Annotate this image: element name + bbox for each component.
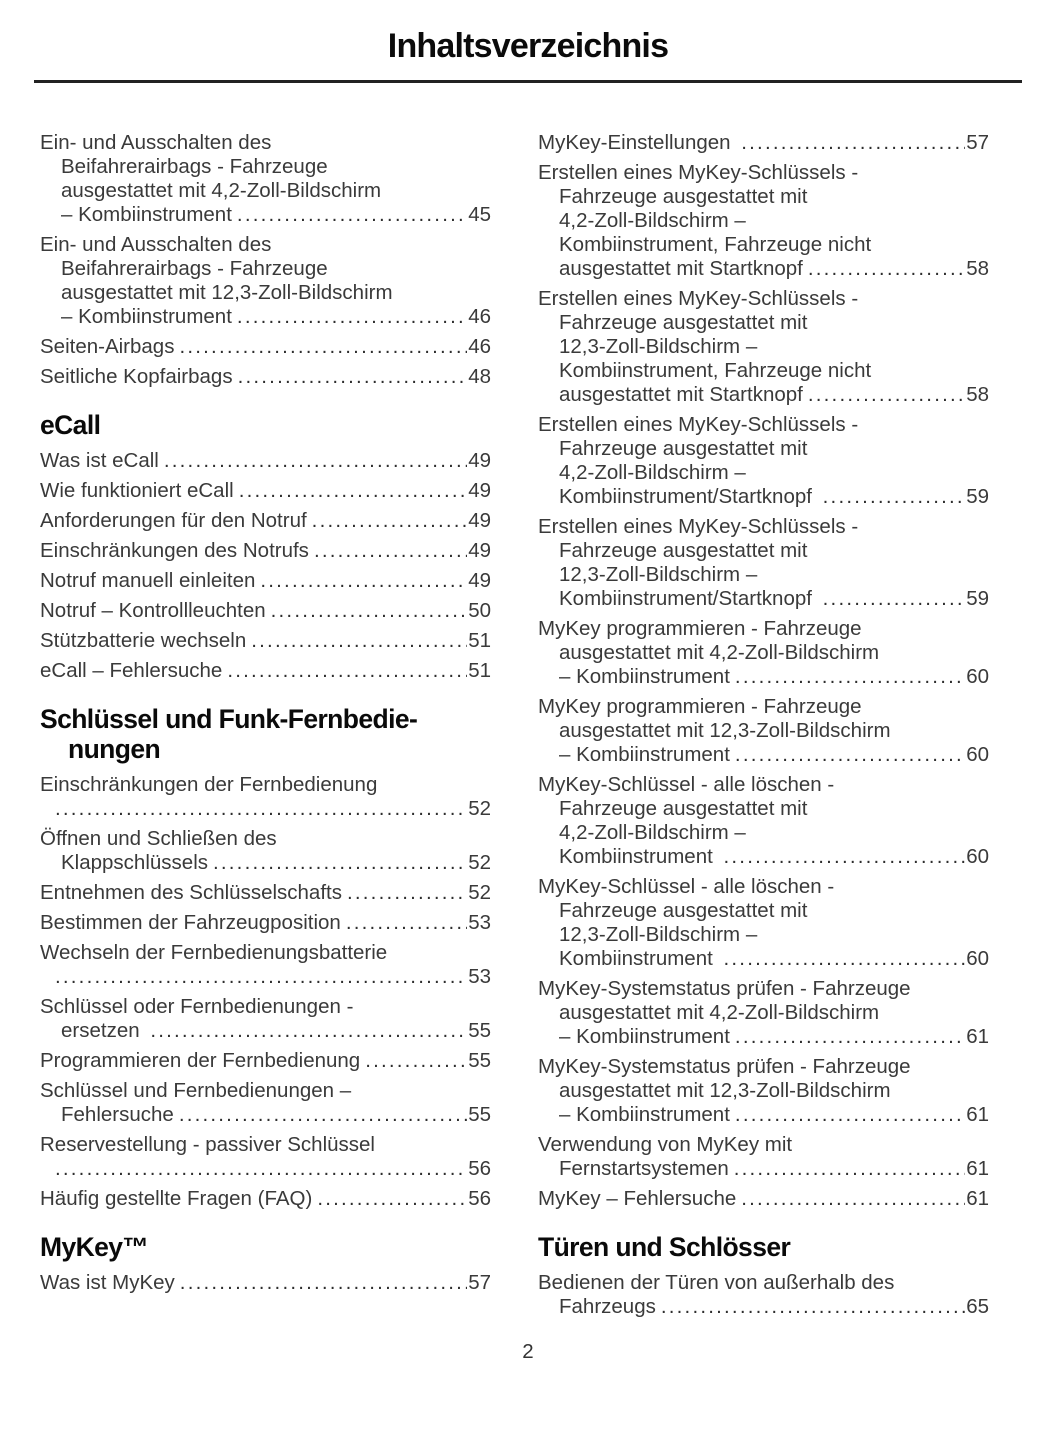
entry-page-number: 60 — [966, 845, 989, 868]
entry-page-number: 60 — [966, 743, 989, 766]
entry-page-number: 49 — [468, 569, 491, 592]
entry-page-number: 61 — [966, 1025, 989, 1048]
dot-leader — [227, 659, 467, 683]
toc-entry — [40, 1187, 491, 1211]
entry-title-line: MyKey programmieren - Fahrzeuge — [538, 617, 862, 640]
toc-entry — [538, 617, 989, 689]
dot-leader — [346, 911, 467, 935]
entry-title-line: MyKey-Systemstatus prüfen - Fahrzeuge — [538, 1055, 911, 1078]
entry-title-line: Schlüssel und Fernbedienungen – — [40, 1079, 352, 1102]
entry-title-line: Erstellen eines MyKey-Schlüssels - — [538, 161, 859, 184]
entry-title: – Kombiinstrument — [559, 743, 730, 766]
toc-entry-last-line — [40, 479, 491, 503]
toc-entry-last-line — [40, 203, 491, 227]
toc-entry — [40, 773, 491, 821]
toc-entry-last-line — [40, 1157, 491, 1181]
toc-entry-last-line — [40, 881, 491, 905]
toc-entry-last-line — [40, 449, 491, 473]
toc-entry — [40, 1271, 491, 1295]
entry-page-number: 49 — [468, 539, 491, 562]
toc-entry-last-line — [538, 257, 989, 281]
entry-title-line: 12,3-Zoll-Bildschirm – — [559, 563, 758, 586]
entry-page-number: 48 — [468, 365, 491, 388]
entry-title: Kombiinstrument/Startknopf — [559, 587, 818, 610]
toc-columns — [36, 131, 1020, 1325]
dot-leader — [735, 743, 965, 767]
entry-page-number: 52 — [468, 851, 491, 874]
toc-entry-last-line — [40, 599, 491, 623]
entry-page-number: 56 — [468, 1187, 491, 1210]
entry-title-line: 4,2-Zoll-Bildschirm – — [559, 209, 746, 232]
entry-title: Bestimmen der Fahrzeugposition — [40, 911, 341, 934]
entry-title-line: Schlüssel oder Fernbedienungen - — [40, 995, 354, 1018]
toc-entry-last-line — [40, 659, 491, 683]
entry-title-line: Ein- und Ausschalten des — [40, 233, 272, 256]
section-heading-line: eCall — [40, 410, 101, 440]
toc-entry-last-line — [40, 911, 491, 935]
dot-leader — [55, 1157, 467, 1181]
toc-entry — [538, 1133, 989, 1181]
dot-leader — [724, 845, 966, 869]
toc-entry-last-line — [40, 1019, 491, 1043]
entry-title: Einschränkungen des Notrufs — [40, 539, 309, 562]
dot-leader — [180, 1271, 467, 1295]
entry-page-number: 46 — [468, 335, 491, 358]
entry-title: Fehlersuche — [61, 1103, 174, 1126]
toc-entry-last-line — [40, 851, 491, 875]
entry-title-line: 12,3-Zoll-Bildschirm – — [559, 923, 758, 946]
entry-title-line: Fahrzeuge ausgestattet mit — [559, 437, 808, 460]
entry-page-number: 60 — [966, 947, 989, 970]
toc-entry-last-line — [538, 1157, 989, 1181]
toc-entry — [40, 1049, 491, 1073]
entry-page-number: 58 — [966, 257, 989, 280]
toc-entry — [40, 539, 491, 563]
entry-title-line: Wechseln der Fernbedienungsbatterie — [40, 941, 388, 964]
dot-leader — [179, 335, 467, 359]
section-heading-line: Schlüssel und Funk-Fernbedie- — [40, 704, 418, 734]
dot-leader — [237, 203, 467, 227]
toc-entry — [538, 161, 989, 281]
toc-entry — [40, 479, 491, 503]
entry-title: – Kombiinstrument — [61, 305, 232, 328]
toc-entry-last-line — [40, 1271, 491, 1295]
toc-entry — [40, 881, 491, 905]
entry-title-line: Bedienen der Türen von außerhalb des — [538, 1271, 895, 1294]
toc-entry — [40, 365, 491, 389]
dot-leader — [179, 1103, 467, 1127]
entry-title-line: Einschränkungen der Fernbedienung — [40, 773, 378, 796]
dot-leader — [808, 383, 965, 407]
entry-page-number: 45 — [468, 203, 491, 226]
dot-leader — [823, 485, 966, 509]
toc-entry — [538, 977, 989, 1049]
toc-entry — [538, 773, 989, 869]
entry-page-number: 65 — [966, 1295, 989, 1318]
toc-entry — [538, 875, 989, 971]
entry-title: – Kombiinstrument — [559, 665, 730, 688]
toc-entry — [40, 335, 491, 359]
entry-title-line: ausgestattet mit 4,2-Zoll-Bildschirm — [61, 179, 382, 202]
entry-title: Notruf manuell einleiten — [40, 569, 256, 592]
entry-title-line: Beifahrerairbags - Fahrzeuge — [61, 155, 328, 178]
section-heading — [40, 704, 491, 764]
dot-leader — [661, 1295, 965, 1319]
dot-leader — [164, 449, 467, 473]
section-heading — [40, 1232, 491, 1262]
entry-title: Was ist eCall — [40, 449, 159, 472]
toc-entry-last-line — [538, 845, 989, 869]
entry-page-number: 49 — [468, 479, 491, 502]
toc-entry-last-line — [40, 539, 491, 563]
toc-entry — [538, 515, 989, 611]
toc-column-left — [40, 131, 491, 1325]
entry-page-number: 53 — [468, 911, 491, 934]
toc-column-right — [538, 131, 989, 1325]
entry-title-line: Ein- und Ausschalten des — [40, 131, 272, 154]
entry-page-number: 50 — [468, 599, 491, 622]
entry-title: ersetzen — [61, 1019, 146, 1042]
entry-page-number: 61 — [966, 1187, 989, 1210]
entry-title: – Kombiinstrument — [61, 203, 232, 226]
dot-leader — [55, 797, 467, 821]
entry-title-line: Fahrzeuge ausgestattet mit — [559, 797, 808, 820]
toc-entry-last-line — [40, 305, 491, 329]
entry-title-line: ausgestattet mit 12,3-Zoll-Bildschirm — [559, 1079, 891, 1102]
entry-title-line: 4,2-Zoll-Bildschirm – — [559, 821, 746, 844]
toc-entry — [40, 995, 491, 1043]
entry-title-line: Reservestellung - passiver Schlüssel — [40, 1133, 375, 1156]
entry-page-number: 57 — [966, 131, 989, 154]
section-heading — [40, 410, 491, 440]
entry-title-line: Erstellen eines MyKey-Schlüssels - — [538, 413, 859, 436]
entry-title: Klappschlüssels — [61, 851, 208, 874]
entry-title: eCall – Fehlersuche — [40, 659, 223, 682]
toc-entry — [40, 1133, 491, 1181]
section-heading — [538, 1232, 989, 1262]
dot-leader — [365, 1049, 467, 1073]
entry-page-number: 46 — [468, 305, 491, 328]
toc-entry-last-line — [40, 335, 491, 359]
section-heading-line: Türen und Schlösser — [538, 1232, 791, 1262]
dot-leader — [808, 257, 965, 281]
toc-entry — [538, 1271, 989, 1319]
dot-leader — [150, 1019, 467, 1043]
toc-entry-last-line — [40, 1103, 491, 1127]
entry-title: MyKey – Fehlersuche — [538, 1187, 737, 1210]
entry-page-number: 52 — [468, 881, 491, 904]
toc-entry-last-line — [40, 1187, 491, 1211]
dot-leader — [741, 131, 965, 155]
entry-title-line: Fahrzeuge ausgestattet mit — [559, 311, 808, 334]
toc-entry-last-line — [40, 569, 491, 593]
entry-title: Stützbatterie wechseln — [40, 629, 247, 652]
entry-title-line: Erstellen eines MyKey-Schlüssels - — [538, 287, 859, 310]
entry-title-line: MyKey-Systemstatus prüfen - Fahrzeuge — [538, 977, 911, 1000]
dot-leader — [260, 569, 467, 593]
entry-page-number: 55 — [468, 1049, 491, 1072]
dot-leader — [734, 1157, 965, 1181]
dot-leader — [741, 1187, 965, 1211]
entry-title: Kombiinstrument — [559, 845, 719, 868]
dot-leader — [238, 365, 468, 389]
entry-title: Kombiinstrument/Startknopf — [559, 485, 818, 508]
entry-title-line: ausgestattet mit 4,2-Zoll-Bildschirm — [559, 641, 880, 664]
toc-entry — [538, 1187, 989, 1211]
entry-page-number: 55 — [468, 1103, 491, 1126]
toc-entry — [538, 413, 989, 509]
dot-leader — [55, 965, 467, 989]
entry-page-number: 58 — [966, 383, 989, 406]
entry-title: ausgestattet mit Startknopf — [559, 383, 803, 406]
entry-page-number: 61 — [966, 1157, 989, 1180]
toc-entry-last-line — [538, 1025, 989, 1049]
entry-title-line: MyKey-Schlüssel - alle löschen - — [538, 773, 835, 796]
toc-entry — [538, 695, 989, 767]
toc-entry-last-line — [40, 797, 491, 821]
toc-entry-last-line — [40, 1049, 491, 1073]
toc-entry — [40, 131, 491, 227]
toc-entry — [40, 569, 491, 593]
entry-title: ausgestattet mit Startknopf — [559, 257, 803, 280]
entry-title-line: Verwendung von MyKey mit — [538, 1133, 793, 1156]
entry-title: – Kombiinstrument — [559, 1025, 730, 1048]
entry-title: – Kombiinstrument — [559, 1103, 730, 1126]
dot-leader — [317, 1187, 467, 1211]
dot-leader — [237, 305, 467, 329]
entry-title-line: Fahrzeuge ausgestattet mit — [559, 899, 808, 922]
entry-title: Wie funktioniert eCall — [40, 479, 234, 502]
toc-entry — [538, 131, 989, 155]
toc-entry-last-line — [538, 587, 989, 611]
entry-title-line: Kombiinstrument, Fahrzeuge nicht — [559, 359, 872, 382]
entry-page-number: 51 — [468, 659, 491, 682]
entry-title-line: 4,2-Zoll-Bildschirm – — [559, 461, 746, 484]
entry-page-number: 59 — [966, 485, 989, 508]
toc-entry-last-line — [40, 629, 491, 653]
toc-entry — [40, 659, 491, 683]
entry-title: Anforderungen für den Notruf — [40, 509, 307, 532]
toc-entry — [40, 629, 491, 653]
toc-entry — [40, 599, 491, 623]
entry-title-line: Beifahrerairbags - Fahrzeuge — [61, 257, 328, 280]
entry-title: Was ist MyKey — [40, 1271, 175, 1294]
toc-entry — [538, 1055, 989, 1127]
toc-entry — [40, 911, 491, 935]
entry-title: Häufig gestellte Fragen (FAQ) — [40, 1187, 313, 1210]
toc-entry-last-line — [538, 665, 989, 689]
section-heading-line: MyKey™ — [40, 1232, 149, 1262]
entry-page-number: 49 — [468, 509, 491, 532]
entry-title-line: Kombiinstrument, Fahrzeuge nicht — [559, 233, 872, 256]
entry-page-number: 57 — [468, 1271, 491, 1294]
toc-entry — [40, 509, 491, 533]
toc-entry-last-line — [538, 1187, 989, 1211]
entry-title-line: Öffnen und Schließen des — [40, 827, 277, 850]
entry-title-line: ausgestattet mit 4,2-Zoll-Bildschirm — [559, 1001, 880, 1024]
dot-leader — [251, 629, 467, 653]
entry-title: Fahrzeugs — [559, 1295, 656, 1318]
dot-leader — [347, 881, 467, 905]
entry-page-number: 55 — [468, 1019, 491, 1042]
dot-leader — [312, 509, 468, 533]
dot-leader — [735, 665, 965, 689]
entry-page-number: 49 — [468, 449, 491, 472]
entry-title: Entnehmen des Schlüsselschafts — [40, 881, 342, 904]
dot-leader — [271, 599, 468, 623]
entry-page-number: 56 — [468, 1157, 491, 1180]
entry-page-number: 51 — [468, 629, 491, 652]
entry-title-line: MyKey-Schlüssel - alle löschen - — [538, 875, 835, 898]
entry-title-line: ausgestattet mit 12,3-Zoll-Bildschirm — [61, 281, 393, 304]
dot-leader — [823, 587, 966, 611]
toc-entry-last-line — [538, 947, 989, 971]
entry-title-line: ausgestattet mit 12,3-Zoll-Bildschirm — [559, 719, 891, 742]
entry-page-number: 52 — [468, 797, 491, 820]
toc-entry-last-line — [40, 365, 491, 389]
footer-page-number: 2 — [522, 1340, 534, 1363]
toc-entry-last-line — [538, 131, 989, 155]
page-title: Inhaltsverzeichnis — [387, 27, 669, 65]
toc-entry — [40, 1079, 491, 1127]
entry-title-line: MyKey programmieren - Fahrzeuge — [538, 695, 862, 718]
entry-title: Programmieren der Fernbedienung — [40, 1049, 361, 1072]
dot-leader — [213, 851, 467, 875]
toc-entry — [40, 827, 491, 875]
dot-leader — [239, 479, 467, 503]
toc-entry — [538, 287, 989, 407]
toc-entry-last-line — [40, 965, 491, 989]
toc-entry-last-line — [538, 1295, 989, 1319]
entry-page-number: 53 — [468, 965, 491, 988]
section-heading-line: nungen — [68, 734, 161, 764]
toc-entry — [40, 449, 491, 473]
entry-page-number: 61 — [966, 1103, 989, 1126]
dot-leader — [314, 539, 467, 563]
toc-entry — [40, 941, 491, 989]
toc-entry-last-line — [538, 1103, 989, 1127]
entry-title-line: 12,3-Zoll-Bildschirm – — [559, 335, 758, 358]
toc-entry-last-line — [538, 383, 989, 407]
entry-page-number: 60 — [966, 665, 989, 688]
dot-leader — [724, 947, 966, 971]
entry-title: Fernstartsystemen — [559, 1157, 729, 1180]
dot-leader — [735, 1025, 965, 1049]
dot-leader — [735, 1103, 965, 1127]
title-divider — [34, 80, 1022, 83]
toc-entry-last-line — [538, 485, 989, 509]
entry-title-line: Fahrzeuge ausgestattet mit — [559, 185, 808, 208]
toc-entry — [40, 233, 491, 329]
entry-title: Seitliche Kopfairbags — [40, 365, 233, 388]
entry-title: Notruf – Kontrollleuchten — [40, 599, 266, 622]
entry-page-number: 59 — [966, 587, 989, 610]
entry-title-line: Erstellen eines MyKey-Schlüssels - — [538, 515, 859, 538]
entry-title-line: Fahrzeuge ausgestattet mit — [559, 539, 808, 562]
entry-title: Seiten-Airbags — [40, 335, 175, 358]
entry-title: MyKey-Einstellungen — [538, 131, 737, 154]
entry-title: Kombiinstrument — [559, 947, 719, 970]
toc-entry-last-line — [40, 509, 491, 533]
toc-entry-last-line — [538, 743, 989, 767]
